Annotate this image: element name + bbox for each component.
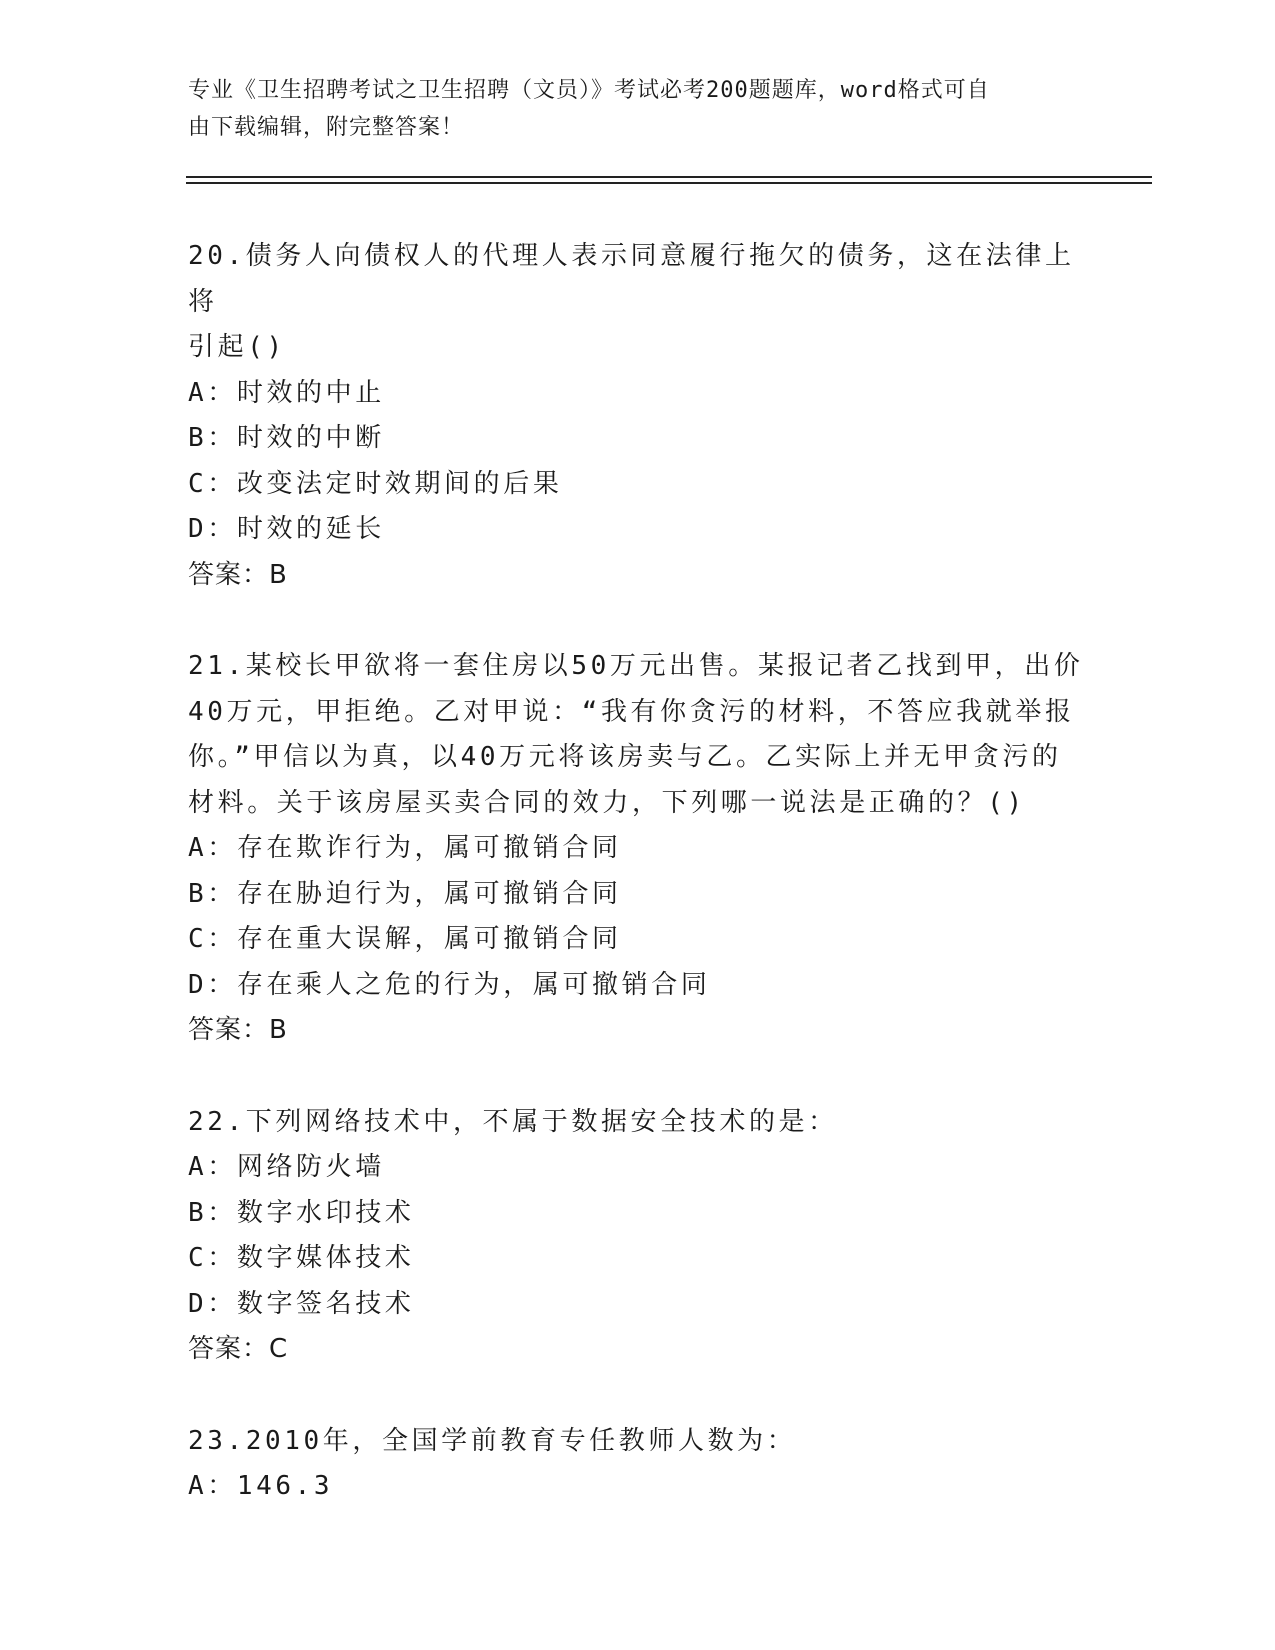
option-a: A：网络防火墙 bbox=[188, 1152, 385, 1182]
option-d: D：数字签名技术 bbox=[188, 1288, 415, 1319]
question-22 bbox=[188, 1100, 1088, 1373]
option-c: C：存在重大误解，属可撤销合同 bbox=[188, 924, 622, 954]
answer: 答案：B bbox=[188, 559, 288, 590]
question-stem: 引起() bbox=[188, 332, 286, 362]
option-a: A：146.3 bbox=[188, 1471, 334, 1501]
option-b: B：时效的中断 bbox=[188, 423, 385, 453]
option-d: D：存在乘人之危的行为，属可撤销合同 bbox=[188, 969, 711, 1000]
question-stem: 23.2010年，全国学前教育专任教师人数为： bbox=[188, 1425, 797, 1456]
answer: 答案：B bbox=[188, 1015, 288, 1045]
question-21 bbox=[188, 644, 1088, 1054]
question-list bbox=[188, 234, 1088, 1556]
header-line-2: 由下载编辑，附完整答案！ bbox=[188, 115, 465, 140]
option-b: B：存在胁迫行为，属可撤销合同 bbox=[188, 878, 622, 909]
option-d: D：时效的延长 bbox=[188, 514, 385, 544]
option-a: A：存在欺诈行为，属可撤销合同 bbox=[188, 833, 622, 863]
question-stem: 21.某校长甲欲将一套住房以50万元出售。某报记者乙找到甲，出价 bbox=[188, 651, 1084, 681]
question-stem: 40万元，甲拒绝。乙对甲说：“我有你贪污的材料，不答应我就举报 bbox=[188, 696, 1075, 727]
option-b: B：数字水印技术 bbox=[188, 1197, 415, 1228]
header-line-1: 专业《卫生招聘考试之卫生招聘（文员）》考试必考200题题库，word格式可自 bbox=[188, 78, 990, 103]
question-stem: 22.下列网络技术中，不属于数据安全技术的是： bbox=[188, 1106, 838, 1137]
header-divider-top bbox=[186, 176, 1152, 178]
option-a: A：时效的中止 bbox=[188, 377, 385, 408]
header-divider-bottom bbox=[186, 182, 1152, 184]
question-23 bbox=[188, 1419, 1088, 1510]
question-stem: 你。”甲信以为真，以40万元将该房卖与乙。乙实际上并无甲贪污的 bbox=[188, 742, 1062, 772]
question-stem: 材料。关于该房屋买卖合同的效力，下列哪一说法是正确的？() bbox=[188, 787, 1026, 818]
question-stem: 20.债务人向债权人的代理人表示同意履行拖欠的债务，这在法律上将 bbox=[188, 241, 1075, 317]
answer: 答案：C bbox=[188, 1334, 289, 1364]
option-c: C：数字媒体技术 bbox=[188, 1243, 415, 1273]
option-c: C：改变法定时效期间的后果 bbox=[188, 468, 563, 499]
question-20 bbox=[188, 234, 1088, 598]
document-header bbox=[188, 72, 1068, 146]
